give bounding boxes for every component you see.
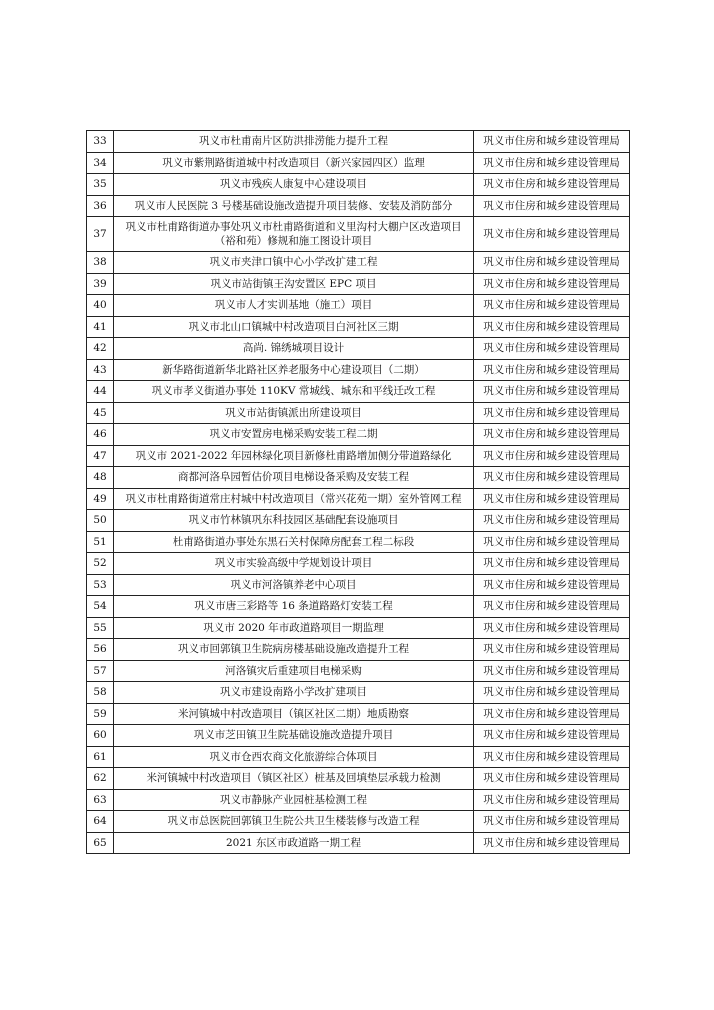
row-number-cell: 52 (87, 553, 114, 575)
department-cell: 巩义市住房和城乡建设管理局 (474, 467, 630, 489)
project-name-cell: 巩义市静脉产业园桩基检测工程 (114, 789, 474, 811)
department-cell: 巩义市住房和城乡建设管理局 (474, 703, 630, 725)
row-number-cell: 35 (87, 174, 114, 196)
table-row (87, 445, 630, 467)
project-name-cell: 巩义市建设南路小学改扩建项目 (114, 682, 474, 704)
table-row (87, 660, 630, 682)
project-name-cell: 巩义市残疾人康复中心建设项目 (114, 174, 474, 196)
department-cell: 巩义市住房和城乡建设管理局 (474, 811, 630, 833)
project-name-cell: 巩义市实验高级中学规划设计项目 (114, 553, 474, 575)
table-row (87, 359, 630, 381)
table-row (87, 574, 630, 596)
row-number-cell: 46 (87, 424, 114, 446)
row-number-cell: 37 (87, 217, 114, 252)
row-number-cell: 45 (87, 402, 114, 424)
table-row (87, 811, 630, 833)
row-number-cell: 59 (87, 703, 114, 725)
department-cell: 巩义市住房和城乡建设管理局 (474, 531, 630, 553)
table-row (87, 195, 630, 217)
project-name-cell: 巩义市夹津口镇中心小学改扩建工程 (114, 252, 474, 274)
table-row (87, 152, 630, 174)
project-name-cell: 巩义市芝田镇卫生院基础设施改造提升项目 (114, 725, 474, 747)
project-name-cell: 河洛镇灾后重建项目电梯采购 (114, 660, 474, 682)
project-name-cell: 巩义市杜甫路街道常庄村城中村改造项目（常兴花苑一期）室外管网工程 (114, 488, 474, 510)
project-name-cell: 巩义市唐三彩路等 16 条道路路灯安装工程 (114, 596, 474, 618)
table-row (87, 832, 630, 854)
row-number-cell: 44 (87, 381, 114, 403)
project-table-body (87, 131, 630, 854)
department-cell: 巩义市住房和城乡建设管理局 (474, 424, 630, 446)
table-row (87, 789, 630, 811)
department-cell: 巩义市住房和城乡建设管理局 (474, 553, 630, 575)
table-row (87, 252, 630, 274)
department-cell: 巩义市住房和城乡建设管理局 (474, 295, 630, 317)
row-number-cell: 41 (87, 316, 114, 338)
table-row (87, 617, 630, 639)
project-name-cell: 巩义市紫荆路街道城中村改造项目（新兴家园四区）监理 (114, 152, 474, 174)
row-number-cell: 42 (87, 338, 114, 360)
table-row (87, 316, 630, 338)
department-cell: 巩义市住房和城乡建设管理局 (474, 359, 630, 381)
table-row (87, 338, 630, 360)
table-row (87, 639, 630, 661)
row-number-cell: 39 (87, 273, 114, 295)
row-number-cell: 64 (87, 811, 114, 833)
row-number-cell: 57 (87, 660, 114, 682)
project-name-cell: 巩义市河洛镇养老中心项目 (114, 574, 474, 596)
table-row (87, 273, 630, 295)
row-number-cell: 47 (87, 445, 114, 467)
table-row (87, 381, 630, 403)
row-number-cell: 60 (87, 725, 114, 747)
table-row (87, 174, 630, 196)
project-table (86, 130, 630, 854)
row-number-cell: 50 (87, 510, 114, 532)
row-number-cell: 55 (87, 617, 114, 639)
department-cell: 巩义市住房和城乡建设管理局 (474, 832, 630, 854)
department-cell: 巩义市住房和城乡建设管理局 (474, 682, 630, 704)
department-cell: 巩义市住房和城乡建设管理局 (474, 660, 630, 682)
department-cell: 巩义市住房和城乡建设管理局 (474, 488, 630, 510)
project-name-cell: 米河镇城中村改造项目（镇区社区）桩基及回填垫层承载力检测 (114, 768, 474, 790)
project-name-cell: 杜甫路街道办事处东黑石关村保障房配套工程二标段 (114, 531, 474, 553)
project-name-cell: 巩义市人民医院 3 号楼基础设施改造提升项目装修、安装及消防部分 (114, 195, 474, 217)
row-number-cell: 38 (87, 252, 114, 274)
row-number-cell: 53 (87, 574, 114, 596)
project-name-cell: 高尚. 锦绣城项目设计 (114, 338, 474, 360)
row-number-cell: 54 (87, 596, 114, 618)
row-number-cell: 63 (87, 789, 114, 811)
table-row (87, 295, 630, 317)
table-row (87, 746, 630, 768)
department-cell: 巩义市住房和城乡建设管理局 (474, 596, 630, 618)
row-number-cell: 61 (87, 746, 114, 768)
project-name-cell: 巩义市 2021-2022 年园林绿化项目新修杜甫路增加侧分带道路绿化 (114, 445, 474, 467)
row-number-cell: 36 (87, 195, 114, 217)
row-number-cell: 49 (87, 488, 114, 510)
project-name-cell: 巩义市回郭镇卫生院病房楼基础设施改造提升工程 (114, 639, 474, 661)
department-cell: 巩义市住房和城乡建设管理局 (474, 725, 630, 747)
department-cell: 巩义市住房和城乡建设管理局 (474, 152, 630, 174)
project-name-cell: 巩义市安置房电梯采购安装工程二期 (114, 424, 474, 446)
row-number-cell: 56 (87, 639, 114, 661)
table-row (87, 424, 630, 446)
department-cell: 巩义市住房和城乡建设管理局 (474, 617, 630, 639)
department-cell: 巩义市住房和城乡建设管理局 (474, 252, 630, 274)
department-cell: 巩义市住房和城乡建设管理局 (474, 789, 630, 811)
project-table-container (86, 130, 629, 854)
table-row (87, 510, 630, 532)
row-number-cell: 48 (87, 467, 114, 489)
department-cell: 巩义市住房和城乡建设管理局 (474, 316, 630, 338)
row-number-cell: 33 (87, 131, 114, 153)
project-name-cell: 巩义市总医院回郭镇卫生院公共卫生楼装修与改造工程 (114, 811, 474, 833)
table-row (87, 553, 630, 575)
department-cell: 巩义市住房和城乡建设管理局 (474, 273, 630, 295)
table-row (87, 467, 630, 489)
row-number-cell: 51 (87, 531, 114, 553)
table-row (87, 402, 630, 424)
department-cell: 巩义市住房和城乡建设管理局 (474, 445, 630, 467)
project-name-cell: 巩义市 2020 年市政道路项目一期监理 (114, 617, 474, 639)
table-row (87, 531, 630, 553)
table-row (87, 488, 630, 510)
table-row (87, 217, 630, 252)
project-name-cell: 巩义市人才实训基地（施工）项目 (114, 295, 474, 317)
project-name-cell: 巩义市仓西农商文化旅游综合体项目 (114, 746, 474, 768)
project-name-cell: 巩义市竹林镇巩东科技园区基础配套设施项目 (114, 510, 474, 532)
row-number-cell: 65 (87, 832, 114, 854)
department-cell: 巩义市住房和城乡建设管理局 (474, 574, 630, 596)
department-cell: 巩义市住房和城乡建设管理局 (474, 195, 630, 217)
department-cell: 巩义市住房和城乡建设管理局 (474, 510, 630, 532)
row-number-cell: 43 (87, 359, 114, 381)
row-number-cell: 40 (87, 295, 114, 317)
department-cell: 巩义市住房和城乡建设管理局 (474, 381, 630, 403)
project-name-cell: 巩义市杜甫南片区防洪排涝能力提升工程 (114, 131, 474, 153)
department-cell: 巩义市住房和城乡建设管理局 (474, 768, 630, 790)
project-name-cell: 米河镇城中村改造项目（镇区社区二期）地质勘察 (114, 703, 474, 725)
table-row (87, 768, 630, 790)
department-cell: 巩义市住房和城乡建设管理局 (474, 402, 630, 424)
project-name-cell: 商都河洛阜园暂估价项目电梯设备采购及安装工程 (114, 467, 474, 489)
project-name-cell: 巩义市杜甫路街道办事处巩义市杜甫路街道和义里沟村大棚户区改造项目（裕和苑）修规和施工图设计项目 (114, 217, 474, 252)
project-name-cell: 巩义市站街镇派出所建设项目 (114, 402, 474, 424)
project-name-cell: 新华路街道新华北路社区养老服务中心建设项目（二期） (114, 359, 474, 381)
row-number-cell: 58 (87, 682, 114, 704)
table-row (87, 725, 630, 747)
department-cell: 巩义市住房和城乡建设管理局 (474, 338, 630, 360)
project-name-cell: 巩义市孝义街道办事处 110KV 常城线、城东和平线迁改工程 (114, 381, 474, 403)
department-cell: 巩义市住房和城乡建设管理局 (474, 174, 630, 196)
department-cell: 巩义市住房和城乡建设管理局 (474, 131, 630, 153)
row-number-cell: 34 (87, 152, 114, 174)
department-cell: 巩义市住房和城乡建设管理局 (474, 639, 630, 661)
table-row (87, 703, 630, 725)
table-row (87, 596, 630, 618)
project-name-cell: 2021 东区市政道路一期工程 (114, 832, 474, 854)
row-number-cell: 62 (87, 768, 114, 790)
project-name-cell: 巩义市北山口镇城中村改造项目白河社区三期 (114, 316, 474, 338)
table-row (87, 682, 630, 704)
project-name-cell: 巩义市站街镇王沟安置区 EPC 项目 (114, 273, 474, 295)
table-row (87, 131, 630, 153)
department-cell: 巩义市住房和城乡建设管理局 (474, 217, 630, 252)
department-cell: 巩义市住房和城乡建设管理局 (474, 746, 630, 768)
